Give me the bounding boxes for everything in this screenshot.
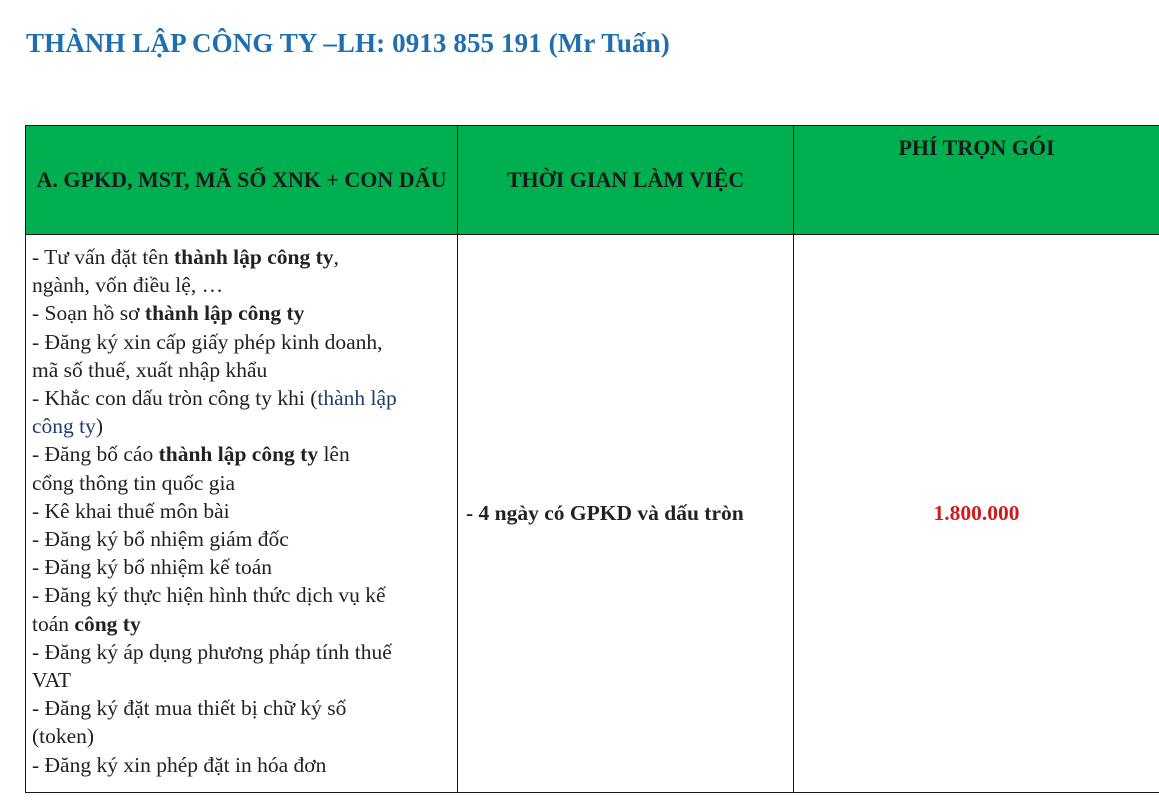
list-item bbox=[32, 384, 449, 412]
table-header-row bbox=[26, 126, 1159, 235]
item-text: - Đăng ký bổ nhiệm kế toán bbox=[32, 555, 273, 580]
emphasis-text: thành lập công ty bbox=[158, 442, 319, 467]
item-text: - Đăng ký thực hiện hình thức dịch vụ kế bbox=[32, 583, 386, 608]
item-text: ) bbox=[95, 414, 104, 439]
emphasis-text: thành lập công ty bbox=[174, 245, 334, 269]
list-item bbox=[32, 581, 449, 609]
service-price-table bbox=[25, 125, 1159, 793]
column-header-package-fee: PHÍ TRỌN GÓI bbox=[794, 126, 1159, 235]
item-text: - Đăng bố cáo bbox=[32, 442, 159, 467]
list-item bbox=[32, 638, 449, 666]
highlight-text: công ty bbox=[32, 414, 96, 439]
table-row bbox=[26, 235, 1159, 793]
item-text: - Đăng ký áp dụng phương pháp tính thuế bbox=[32, 639, 392, 664]
item-text: - Tư vấn đặt tên bbox=[32, 245, 175, 269]
list-item bbox=[32, 553, 449, 581]
item-text: lên bbox=[318, 442, 350, 467]
list-item bbox=[32, 469, 449, 497]
item-text: VAT bbox=[32, 668, 72, 693]
list-item bbox=[32, 299, 449, 327]
column-header-working-time: THỜI GIAN LÀM VIỆC bbox=[458, 126, 794, 235]
column-header-services: A. GPKD, MST, MÃ SỐ XNK + CON DẤU bbox=[26, 126, 458, 235]
item-text: - Kê khai thuế môn bài bbox=[32, 498, 230, 523]
list-item bbox=[32, 356, 449, 384]
item-text: - Đăng ký bổ nhiệm giám đốc bbox=[32, 527, 289, 552]
item-text: ngành, vốn điều lệ, … bbox=[32, 273, 224, 298]
item-text: cổng thông tin quốc gia bbox=[32, 470, 236, 495]
services-list bbox=[26, 235, 458, 793]
list-item bbox=[32, 271, 449, 299]
emphasis-text: thành lập công ty bbox=[144, 301, 305, 326]
list-item bbox=[32, 243, 449, 271]
item-text: - Đăng ký đặt mua thiết bị chữ ký số bbox=[32, 696, 347, 721]
list-item bbox=[32, 412, 449, 440]
highlight-text: thành lập bbox=[317, 386, 397, 411]
package-fee-value: 1.800.000 bbox=[794, 235, 1159, 793]
list-item bbox=[32, 694, 449, 722]
item-text: - Đăng ký xin phép đặt in hóa đơn bbox=[32, 752, 327, 777]
emphasis-text: công ty bbox=[74, 611, 141, 636]
list-item bbox=[32, 525, 449, 553]
list-item bbox=[32, 497, 449, 525]
item-text: (token) bbox=[32, 724, 95, 749]
list-item bbox=[32, 610, 449, 638]
item-text: - Khắc con dấu tròn công ty khi ( bbox=[32, 386, 318, 411]
list-item bbox=[32, 440, 449, 468]
list-item bbox=[32, 751, 449, 779]
item-text: - Đăng ký xin cấp giấy phép kinh doanh, bbox=[32, 329, 383, 354]
page-title: THÀNH LẬP CÔNG TY –LH: 0913 855 191 (Mr Tuấn) bbox=[26, 28, 670, 58]
list-item bbox=[32, 722, 449, 750]
item-text: - Soạn hồ sơ bbox=[32, 301, 145, 326]
list-item bbox=[32, 328, 449, 356]
item-text: mã số thuế, xuất nhập khẩu bbox=[32, 357, 268, 382]
working-time-value: - 4 ngày có GPKD và dấu tròn bbox=[458, 235, 794, 793]
list-item bbox=[32, 666, 449, 694]
item-text: toán bbox=[32, 611, 75, 636]
item-text: , bbox=[333, 245, 339, 269]
